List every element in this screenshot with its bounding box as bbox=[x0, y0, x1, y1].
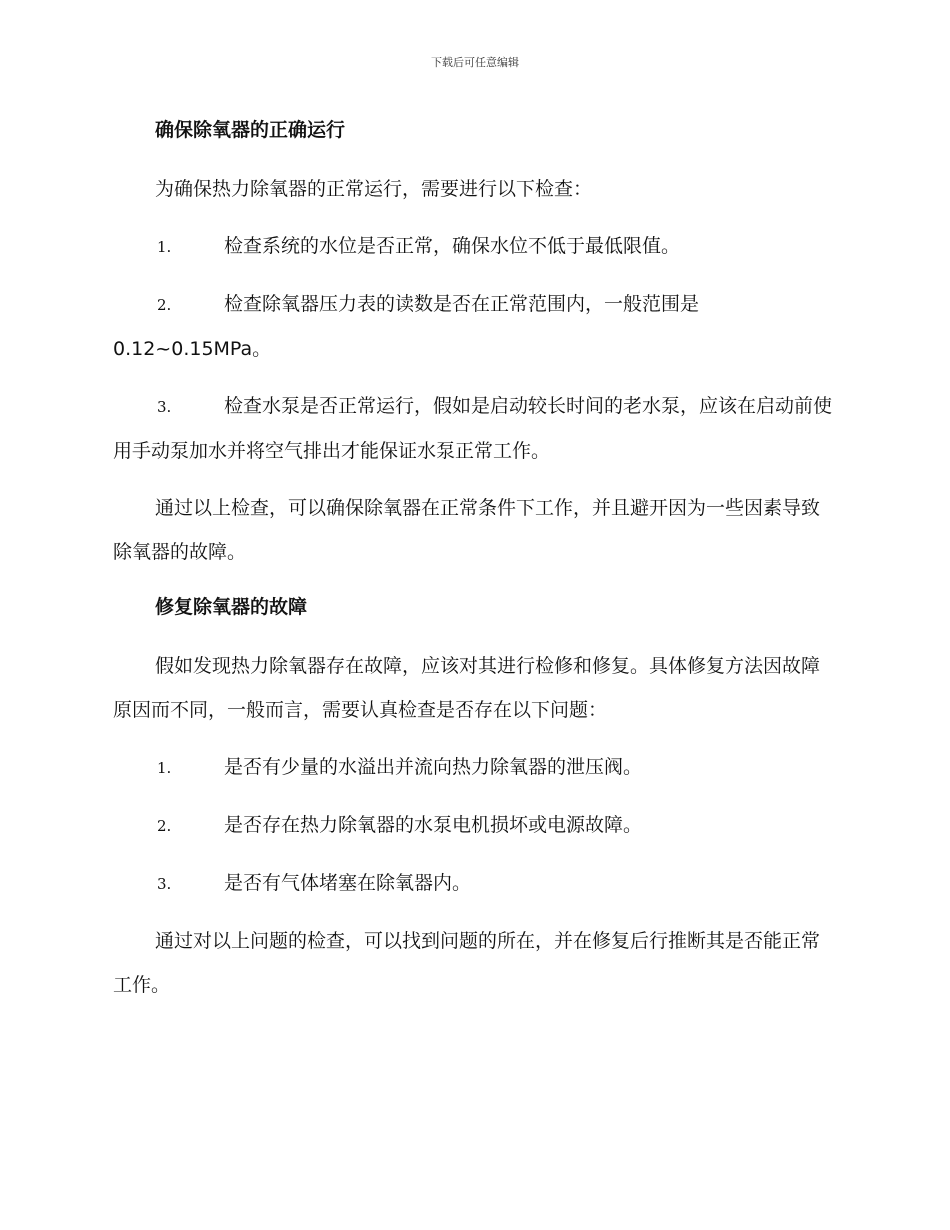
list-item bbox=[113, 282, 835, 371]
section-intro: 为确保热力除氧器的正常运行，需要进行以下检查： bbox=[155, 178, 593, 200]
list-text: 是否存在热力除氧器的水泵电机损坏或电源故障。 bbox=[224, 814, 643, 836]
section-heading: 确保除氧器的正确运行 bbox=[155, 119, 346, 141]
list-number: 2. bbox=[157, 296, 172, 314]
list-number: 1. bbox=[157, 238, 172, 256]
list-number: 3. bbox=[157, 875, 172, 893]
list-number: 1. bbox=[157, 759, 172, 777]
list-text: 是否有气体堵塞在除氧器内。 bbox=[224, 872, 472, 894]
section-conclusion: 通过以上检查，可以确保除氧器在正常条件下工作，并且避开因为一些因素导致除氧器的故障。 bbox=[113, 497, 821, 563]
header-note: 下载后可任意编辑 bbox=[431, 56, 519, 69]
section-heading: 修复除氧器的故障 bbox=[155, 596, 308, 618]
list-item bbox=[113, 745, 835, 790]
document-body bbox=[113, 110, 835, 1020]
list-text: 检查水泵是否正常运行，假如是启动较长时间的老水泵，应该在启动前使用手动泵加水并将空气排出才能保证水泵正常工作。 bbox=[113, 395, 833, 462]
list-text: 检查除氧器压力表的读数是否在正常范围内，一般范围是0.12~0.15MPa。 bbox=[113, 293, 700, 360]
list-item bbox=[113, 803, 835, 848]
list-text: 是否有少量的水溢出并流向热力除氧器的泄压阀。 bbox=[224, 756, 643, 778]
list-number: 3. bbox=[157, 398, 172, 416]
list-text: 检查系统的水位是否正常，确保水位不低于最低限值。 bbox=[224, 235, 681, 257]
list-item bbox=[113, 384, 835, 473]
section-conclusion: 通过对以上问题的检查，可以找到问题的所在，并在修复后行推断其是否能正常工作。 bbox=[113, 930, 821, 996]
section-intro: 假如发现热力除氧器存在故障，应该对其进行检修和修复。具体修复方法因故障原因而不同，一般而言，需要认真检查是否存在以下问题： bbox=[113, 655, 821, 721]
list-number: 2. bbox=[157, 817, 172, 835]
list-item bbox=[113, 224, 835, 269]
list-item bbox=[113, 861, 835, 906]
